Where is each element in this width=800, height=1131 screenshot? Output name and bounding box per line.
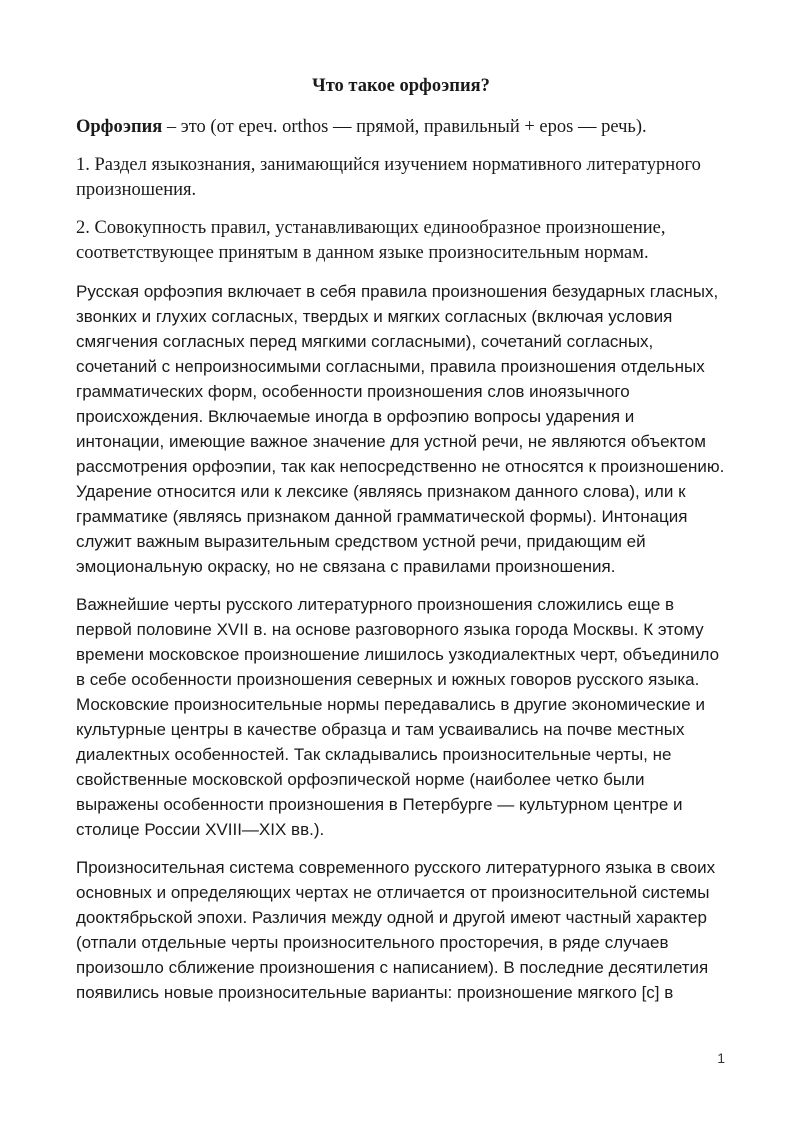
definition-term: Орфоэпия: [76, 117, 163, 137]
paragraph-4: Важнейшие черты русского литературного произношения сложились еще в первой половине XVII в. на основе разговорного языка города Москвы. К этому времени московское произношение лишилось узкодиалектных черт, объединило в себе особенности произношения северных и южных говоров русского языка. Московские произносительные нормы передавались в другие экономические и культурные центры в качестве образца и там усваивались на почве местных диалектных особенностей. Так складывались произносительные черты, не свойственные московской орфоэпической норме (наиболее четко были выражены особенности произношения в Петербурге — культурном центре и столице России XVIII—XIX вв.).: [76, 595, 720, 839]
document-title: Что такое орфоэпия?: [312, 76, 490, 96]
paragraph-5: Произносительная система современного русского литературного языка в своих основных и определяющих чертах не отличается от произносительной системы дооктябрьской эпохи. Различия между одной и другой имеют частный характер (отпали отдельные черты произносительного просторечия, в ряде случаев произошло сближение произношения с написанием). В последние десятилетия появились новые произносительные варианты: произношение мягкого [с] в: [76, 858, 716, 1002]
definition-paragraph: [76, 115, 726, 140]
paragraph-2: 2. Совокупность правил, устанавливающих единообразное произношение, соответствующее принятым в данном языке произносительным нормам.: [76, 218, 666, 263]
paragraph-1: 1. Раздел языкознания, занимающийся изучением нормативного литературного произношения.: [76, 155, 701, 200]
definition-text: – это (от ереч. orthos — прямой, правильный + epos — речь).: [162, 117, 647, 137]
document-page: [76, 74, 726, 1018]
page-number: 1: [717, 1050, 725, 1066]
paragraph-3: Русская орфоэпия включает в себя правила произношения безударных гласных, звонких и глухих согласных, твердых и мягких согласных (включая условия смягчения согласных перед мягкими согласными), сочетаний согласных, сочетаний с непроизносимыми согласными, правила произношения отдельных грамматических форм, особенности произношения слов иноязычного происхождения. Включаемые иногда в орфоэпию вопросы ударения и интонации, имеющие важное значение для устной речи, не являются объектом рассмотрения орфоэпии, так как непосредственно не относятся к произношению. Ударение относится или к лексике (являясь признаком данного слова), или к грамматике (являясь признаком данной грамматической формы). Интонация служит важным выразительным средством устной речи, придающим ей эмоциональную окраску, но не связана с правилами произношения.: [76, 282, 725, 576]
